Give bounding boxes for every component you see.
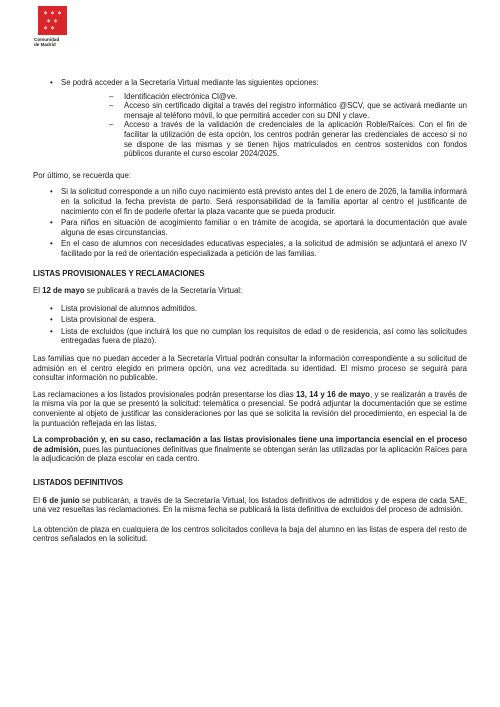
- provisional-intro: El 12 de mayo se publicará a través de la Secretaría Virtual:: [33, 286, 243, 296]
- list-item: • Para niños en situación de acogimiento familiar o en trámite de acogida, se aportará la documentación que avale alguna de esas circunstancias.: [33, 218, 467, 237]
- intro-bullet: • Se podrá acceder a la Secretaría Virtual mediante las siguientes opciones:: [33, 78, 467, 88]
- paragraph: La comprobación y, en su caso, reclamación a las listas provisionales tiene una importancia esencial en el proceso de admisión, pues las puntuaciones definitivas que finalmente se obtengan serán las utilizadas por la aplicación Raíces para la adjudicación de plaza escolar en cada centro.: [33, 435, 467, 464]
- logo-stars-icon: ✶ ✶ ✶ ✶ ✶ ✶ ✶: [38, 6, 67, 35]
- list-item: – Identificación electrónica Cl@ve.: [33, 92, 467, 102]
- recall-text: Por último, se recuerda que:: [33, 170, 131, 180]
- paragraph: Las reclamaciones a los listados provisionales podrán presentarse los días 13, 14 y 16 de mayo, y se realizarán a través de la misma vía por la que se presentó la solicitud: telemática o presencial. Se podrá adjuntar la documentación que se estime conveniente al objeto de justificar las consideraciones por las que se solicita la revisión del procedimiento, en especial la de la puntuación reflejada en las listas.: [33, 389, 467, 428]
- list-item: • En el caso de alumnos con necesidades educativas especiales, a la solicitud de admisión se adjuntará el anexo IV facilitado por la red de orientación especializada a petición de las familias.: [33, 239, 467, 258]
- recall-list: [33, 187, 467, 258]
- access-options-list: [33, 92, 467, 159]
- provisional-list: [33, 304, 467, 346]
- paragraph: La obtención de plaza en cualquiera de los centros solicitados conlleva la baja del alumno en las listas de espera del resto de centros señalados en la solicitud.: [33, 524, 467, 544]
- list-item: • Si la solicitud corresponde a un niño cuyo nacimiento está previsto antes del 1 de enero de 2026, la familia informará en la solicitud la fecha prevista de parto. Será responsabilidad de la familia aportar al centro el justificante de nacimiento con el fin de poderle ofertar la plaza vacante que se pueda producir.: [33, 187, 467, 216]
- section-heading-provisional: LISTAS PROVISIONALES Y RECLAMACIONES: [33, 268, 205, 278]
- list-item: • Lista de excluidos (que incluirá los que no cumplan los requisitos de edad o de residencia, así como las solicitudes entregadas fuera de plazo).: [33, 327, 467, 346]
- document-body: [33, 78, 467, 551]
- section-heading-definitive: LISTADOS DEFINITIVOS: [33, 478, 123, 487]
- paragraph: El 6 de junio se publicarán, a través de la Secretaría Virtual, los listados definitivos de admitidos y de espera de cada SAE, una vez resueltas las reclamaciones. En la misma fecha se publicará la lista definitiva de excluidos del proceso de admisión.: [33, 495, 467, 515]
- list-item: • Lista provisional de espera.: [33, 315, 467, 325]
- logo-text: Comunidad de Madrid: [34, 37, 60, 48]
- comunidad-madrid-logo: [34, 6, 74, 47]
- paragraph: Las familias que no puedan acceder a la Secretaría Virtual podrán consultar la información correspondiente a su solicitud de admisión en el centro elegido en primera opción, una vez acreditada su identidad. El mismo proceso se seguirá para consultar información no publicable.: [33, 354, 467, 383]
- list-item: – Acceso a través de la validación de credenciales de la aplicación Roble/Raíces. Con el fin de facilitar la utilización de esta opción, los centros podrán generar las credenciales de acceso si no se dispone de las mismas y se tienen hijos matriculados en centros sostenidos con fondos públicos durante el curso escolar 2024/2025.: [33, 120, 467, 158]
- list-item: – Acceso sin certificado digital a través del registro informático @SCV, que se activará mediante un mensaje al teléfono móvil, lo que permitirá acceder con su DNI y clave.: [33, 101, 467, 120]
- list-item: • Lista provisional de alumnos admitidos.: [33, 304, 467, 314]
